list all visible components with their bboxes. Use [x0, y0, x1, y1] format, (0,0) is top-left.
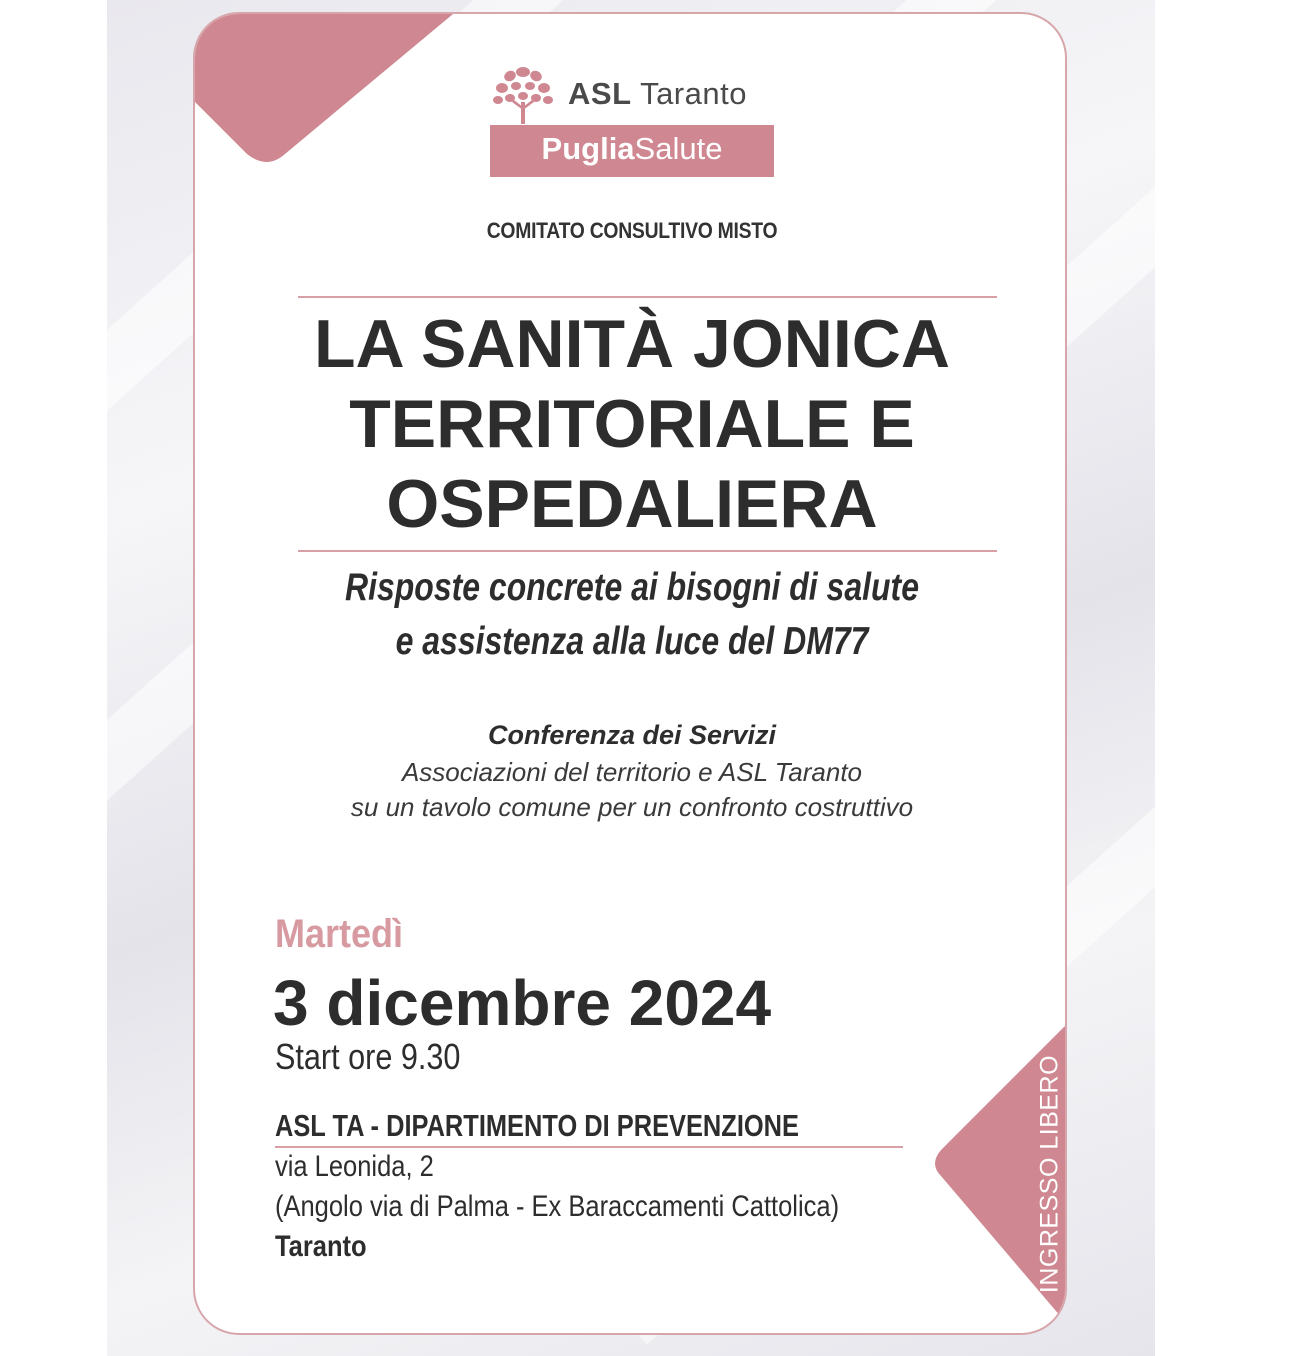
conference-line-2: su un tavolo comune per un confronto costruttivo — [350, 792, 914, 822]
conference-line-1: Associazioni del territorio e ASL Taranto — [401, 757, 863, 787]
title-line-1: LA SANITÀ JONICA — [314, 306, 950, 382]
event-weekday: Martedì — [275, 912, 404, 956]
logo-wordmark — [568, 76, 747, 112]
subtitle-line-2: e assistenza alla luce del DM77 — [395, 620, 869, 663]
title-bottom-rule — [298, 550, 997, 552]
logo-asl: ASL — [568, 76, 632, 111]
logo-city: Taranto — [640, 76, 747, 111]
conference-title: Conferenza dei Servizi — [487, 720, 777, 750]
event-time: Start ore 9.30 — [275, 1036, 461, 1077]
tree-icon — [490, 62, 556, 128]
free-entry-badge: INGRESSO LIBERO — [1035, 1054, 1064, 1294]
event-venue: ASL TA - DIPARTIMENTO DI PREVENZIONE — [275, 1108, 799, 1143]
flyer-card — [193, 12, 1067, 1335]
event-date: 3 dicembre 2024 — [273, 967, 772, 1039]
corner-decoration-top-left — [195, 14, 465, 174]
title-top-rule — [298, 296, 997, 298]
puglia-salute-label: PugliaSalute — [541, 131, 723, 166]
event-city: Taranto — [275, 1230, 367, 1263]
title-line-2: TERRITORIALE E — [349, 386, 915, 462]
puglia-salute-box — [490, 125, 774, 177]
address-line-1: via Leonida, 2 — [275, 1150, 434, 1183]
venue-rule — [275, 1146, 903, 1148]
title-line-3: OSPEDALIERA — [386, 466, 878, 542]
subtitle-line-1: Risposte concrete ai bisogni di salute — [344, 566, 919, 609]
address-line-2: (Angolo via di Palma - Ex Baraccamenti Cattolica) — [275, 1190, 840, 1223]
organizer: COMITATO CONSULTIVO MISTO — [486, 218, 778, 243]
